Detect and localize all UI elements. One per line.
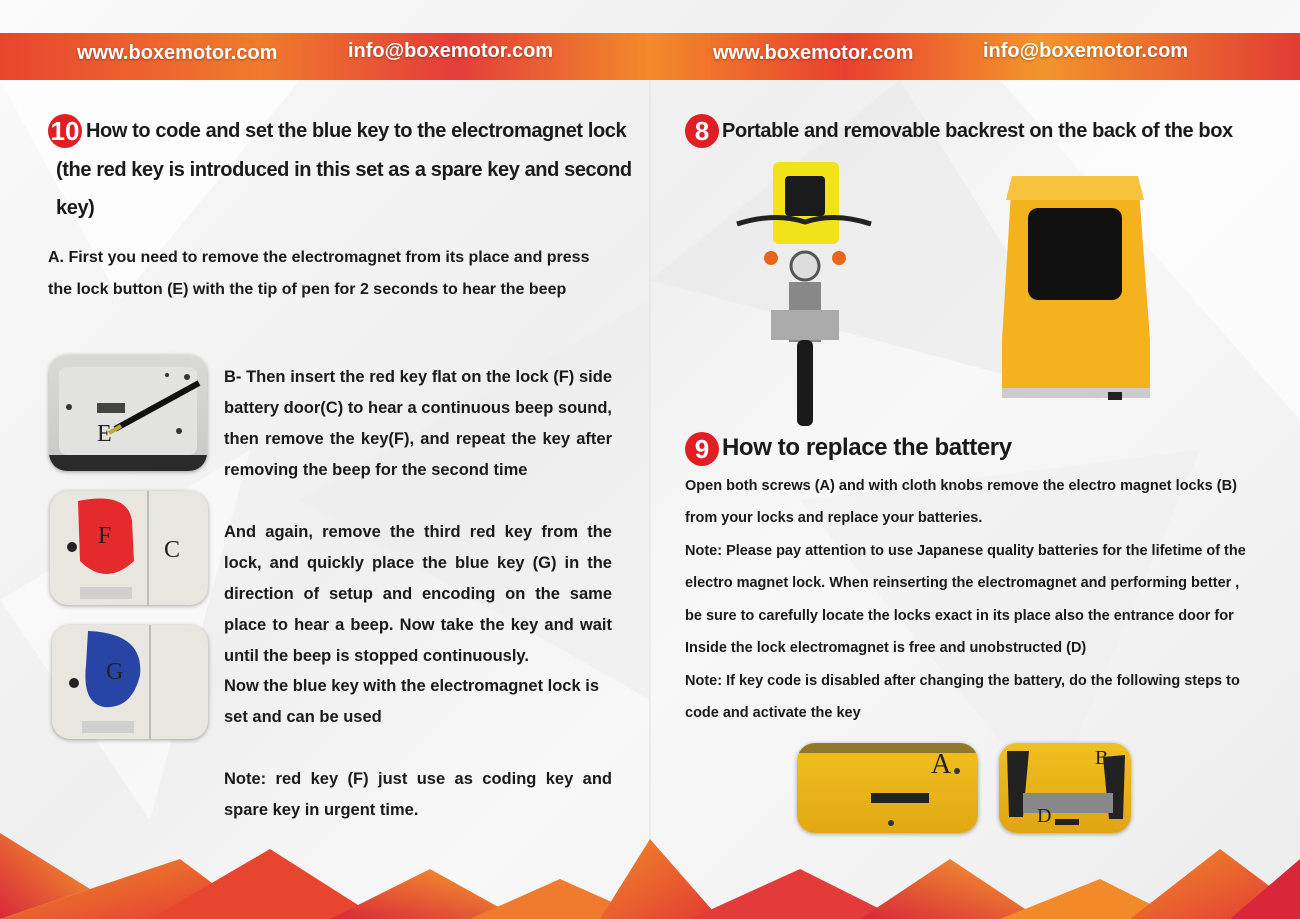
right-website: www.boxemotor.com [713,42,914,64]
photo-blue-key [52,625,208,739]
photo-lock-button [49,355,207,471]
label-e: E [97,421,112,447]
section-8-badge: 8 [685,114,719,148]
section-10-title-line2: (the red key is introduced in this set as a spare key and second [56,159,632,181]
photo-red-key [50,491,208,605]
battery-line-1: Open both screws (A) and with cloth knobs remove the electro magnet locks (B) [685,478,1237,494]
right-email: info@boxemotor.com [983,40,1189,62]
section-10-title-line3: key) [56,197,95,219]
left-email: info@boxemotor.com [348,40,554,62]
step-b2-text: And again, remove the third red key from the lock, and quickly place the blue key (G) in the direction of setup and encoding on the same place to hear a beep. Now take the key and wait until the beep is stopped continuously. [224,523,612,665]
step-b3-text: Now the blue key with the electromagnet lock is set and can be used [224,677,600,726]
step-a-line2: the lock button (E) with the tip of pen for 2 seconds to hear the beep [48,281,567,298]
label-b: B [1095,747,1109,769]
battery-line-8: code and activate the key [685,705,861,721]
note-red-key: Note: red key (F) just use as coding key and spare key in urgent time. [224,770,612,819]
battery-line-5: be sure to carefully locate the locks exact in its place also the entrance door for [685,608,1234,624]
battery-line-2: from your locks and replace your batteries. [685,510,983,526]
battery-line-7: Note: If key code is disabled after changing the battery, do the following steps to [685,673,1240,689]
step-b-text: B- Then insert the red key flat on the lock (F) side battery door(C) to hear a continuous beep sound, then remove the key(F), and repeat the key after removing the beep for the second time [224,368,612,479]
bottom-decorative-band [0,819,1300,919]
section-8-title: Portable and removable backrest on the back of the box [722,120,1233,142]
yellow-box-backrest-image [998,170,1153,405]
motorcycle-with-box-image [735,160,875,428]
blue-key-illustration [52,625,208,739]
label-g: G [106,659,124,685]
label-f: F [98,523,112,549]
label-c: C [164,537,181,563]
section-10-title-line1: How to code and set the blue key to the electromagnet lock [86,120,627,142]
left-website: www.boxemotor.com [77,42,278,64]
section-10-badge: 10 [48,114,82,148]
label-a: A [931,749,952,780]
battery-line-6: Inside the lock electromagnet is free and unobstructed (D) [685,640,1087,656]
battery-line-4: electro magnet lock. When reinserting the electromagnet and performing better , [685,575,1240,591]
step-a-line1: A. First you need to remove the electromagnet from its place and press [48,249,590,266]
section-9-title: How to replace the battery [722,434,1012,461]
label-d: D [1037,805,1052,827]
header-band [0,33,1300,80]
battery-line-3: Note: Please pay attention to use Japanese quality batteries for the lifetime of the [685,543,1246,559]
section-9-badge: 9 [685,432,719,466]
red-key-illustration [50,491,208,605]
pen-on-button-illustration [49,355,207,471]
